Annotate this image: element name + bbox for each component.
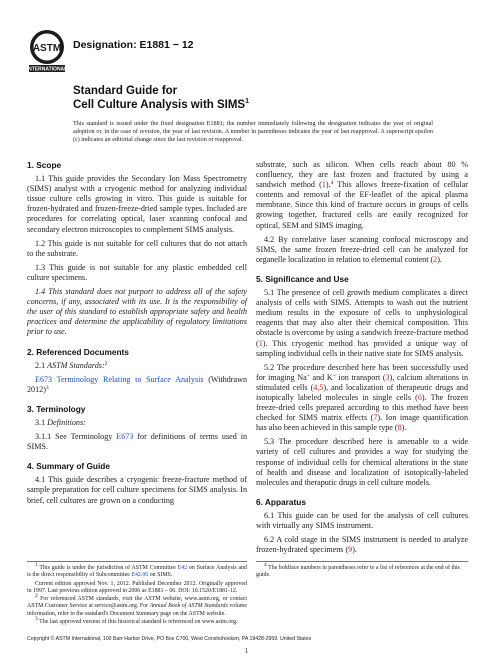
para-text: ). [352, 545, 357, 555]
para-text: ). The frozen freeze-dried cells prepared according to this method have been checked for SIMS matrix effects ( [256, 392, 469, 423]
title-text: Cell Culture Analysis with SIMS [73, 99, 246, 111]
ref-2[interactable]: 2 [433, 254, 438, 264]
footnote-text: The boldface numbers in parentheses refer to a list of references at the end of this guide. [256, 565, 460, 579]
copyright-notice: Copyright © ASTM International, 100 Barr Harbor Drive, PO Box C700, West Conshohocken, PA 19428-2959. United States [27, 636, 312, 642]
reference-e673 [27, 375, 247, 395]
footnote-text: For referenced ASTM standards, visit the ASTM website, www.astm.org, or contact ASTM Customer Service at service@astm.org. For [27, 596, 247, 610]
para-text: for definitions of terms used in SIMS. [27, 432, 247, 452]
para-5-1 [256, 288, 468, 359]
ref-3[interactable]: 3 [385, 372, 390, 382]
para-1-3: 1.3 This guide is not suitable for any plastic embedded cell culture specimens. [27, 262, 247, 282]
para-text: ). [437, 254, 442, 264]
definitions-label: Definitions: [47, 417, 86, 427]
footnote-ref-3: 3 [45, 384, 49, 391]
section-heading-summary: 4. Summary of Guide [27, 461, 110, 472]
ref-8[interactable]: 8 [397, 423, 402, 433]
withdrawn-note: (Withdrawn 2012) [27, 374, 247, 394]
link-e673-inline[interactable]: E673 [116, 432, 134, 442]
para-text: 5.1 The presence of cell growth medium complicates a direct analysis of cells with SIMS. Attempts to wash out the nutrient medium results in the exposure of cells to unphysiological reagents that may also alter their chemical composition. This obstacle is overcome by using a sandwich freeze-fracture method ( [256, 288, 468, 348]
ref-7[interactable]: 7 [373, 413, 378, 423]
footnote-text: volume information, refer to the standard's Document Summary page on the ASTM website. [27, 603, 247, 617]
title-block [73, 84, 433, 112]
para-1-2: 1.2 This guide is not suitable for cell cultures that do not attach to the substrate. [27, 238, 247, 258]
para-text: ), calcium alterations in stimulated cells ( [256, 372, 468, 392]
para-text: ). [325, 180, 331, 190]
para-text: and K [309, 372, 333, 382]
para-number: 3.1 [35, 417, 46, 427]
footnote-text: The last approved version of this historical standard is referenced on www.astm.org. [37, 619, 238, 626]
para-5-2 [256, 363, 468, 434]
ref-4-5[interactable]: 4,5 [313, 382, 324, 392]
para-3-1-1 [27, 432, 247, 452]
para-4-2 [256, 235, 468, 265]
title-footnote-mark: 1 [245, 98, 250, 105]
ref-1[interactable]: 1 [258, 338, 263, 348]
para-text: ), and localization of therapeutic drugs and isotopically labeled molecules in single cells ( [256, 382, 469, 402]
section-heading-referenced-documents: 2. Referenced Documents [27, 346, 129, 357]
para-4-1: 4.1 This guide describes a cryogenic freeze-fracture method of sample preparation for cell culture specimens for SIMS analysis. In brief, cell cultures are grown on a conducting [27, 475, 247, 505]
para-2-1 [27, 361, 247, 371]
footnote-mark: 4 [264, 562, 267, 568]
charge-sup: + [332, 372, 336, 379]
svg-text:ASTM: ASTM [32, 43, 62, 54]
footnote-ref-4: 4 [330, 180, 334, 187]
footnote-1-edition: Current edition approved Nov. 1, 2012. Published December 2012. Originally approved in 1997. Last previous edition approved in 2006 as E1881 – 06. DOI: 10.1520/E1881-12. [27, 580, 247, 594]
footnote-mark: 2 [35, 593, 38, 600]
link-e42[interactable]: E42 [177, 565, 188, 571]
footnote-text: on Surface Analysis and is the direct responsibility of Subcommittee [27, 565, 247, 579]
para-text: ion transport ( [335, 372, 386, 382]
para-text: ). [401, 423, 407, 433]
para-text: 3.1.1 See Terminology [35, 432, 117, 442]
para-4-1-continued [256, 160, 468, 231]
para-text: 6.2 A cold stage in the SIMS instrument is needed to analyze frozen-hydrated specimens ( [256, 535, 468, 555]
para-text: substrate, such as silicon. When cells reach about 80 % confluency, they are fast frozen and fractured by using a sandwich method ( [256, 160, 468, 190]
para-3-1 [27, 418, 247, 428]
section-heading-terminology: 3. Terminology [27, 403, 86, 414]
link-e673[interactable]: E673 [35, 374, 53, 384]
para-number: 2.1 [35, 360, 46, 370]
para-1-4: 1.4 This standard does not purport to address all of the safety concerns, if any, associated with its use. It is the responsibility of the user of this standard to establish appropriate safety and health practices and determine the applicability of regulatory limitations prior to use. [27, 287, 247, 337]
footnote-mark: 3 [35, 616, 38, 623]
title-line-2 [73, 98, 433, 112]
footnote-mark: 1 [35, 562, 38, 568]
footnote-ref-2: 2 [104, 360, 108, 367]
link-e42-06[interactable]: E42.06 [131, 572, 149, 579]
footnote-2 [27, 593, 247, 618]
page-number: 1 [244, 647, 249, 655]
para-6-2 [256, 535, 468, 555]
para-1-1: 1.1 This guide provides the Secondary Ion Mass Spectrometry (SIMS) analyst with a cryogenic method for analyzing individual tissue culture cells growing in vitro. This guide is suitable for frozen-hydrated and frozen-freeze-dried sample types. Included are procedures for correlating optical, laser scanning confocal and secondary electron microscopies to complement SIMS analysis. [27, 174, 247, 234]
footnotes-left [27, 561, 247, 627]
issued-note: This standard is issued under the fixed designation E1881; the number immediately following the designation indicates the year of original adoption or, in the case of revision, the year of last revision. A number in parentheses indicates the year of last reapproval. A superscript epsilon (ε) indicates an editorial change since the last revision or reapproval. [73, 120, 433, 143]
para-5-3: 5.3 The procedure described here is amenable to a wide variety of cell cultures and provides a way for studying the response of individual cells for chemical alterations in the state of health and disease and localization of isotopically-labeled molecules and theraputic drugs in cell culture models. [256, 437, 468, 487]
para-text: 4.2 By correlative laser scanning confocal microscopy and SIMS, the same frozen freeze-dried cell can be analyzed for organelle localization in relation to elemental content ( [256, 234, 468, 264]
para-text: ). This cryogenic method has provided a unique way of sampling individual cells in their native state for SIMS analysis. [256, 338, 468, 358]
footnote-text: This guide is under the jurisdiction of ASTM Committee [37, 565, 178, 571]
logo-text: INTERNATIONAL [27, 66, 67, 73]
ref-1[interactable]: 1 [321, 180, 326, 190]
footnote-3 [27, 616, 247, 626]
para-6-1: 6.1 This guide can be used for the analysis of cell cultures with virtually any SIMS instrument. [256, 510, 468, 530]
footnote-4 [256, 561, 468, 580]
designation: Designation: E1881 − 12 [73, 39, 194, 51]
para-text: 5.2 The procedure described here has been successfully used for imaging Na [256, 362, 468, 382]
ref-6[interactable]: 6 [417, 392, 422, 402]
ref-9[interactable]: 9 [348, 545, 353, 555]
footnote-1 [27, 562, 247, 580]
para-text: ). Ion image quantification has also been achieved in this sample type ( [256, 413, 468, 433]
title-line-1: Standard Guide for [73, 85, 178, 97]
left-column [27, 160, 247, 510]
astm-logo [27, 28, 67, 74]
para-text: This allows freeze-fixation of cellular contents and removal of the EF-leaflet of the apical plasma membrane. Since this kind of fracture occurs in groups of cells growing together, fractured cells are easily recognized for optical, SEM and SIMS imaging. [256, 180, 468, 230]
astm-standards-label: ASTM Standards: [47, 360, 105, 370]
link-terminology-surface-analysis[interactable]: Terminology Relating to Surface Analysis [56, 374, 204, 384]
annual-book-title: Annual Book of ASTM Standards [149, 603, 228, 610]
footnote-text: on SIMS. [148, 572, 173, 579]
right-column [256, 160, 468, 559]
section-heading-scope: 1. Scope [27, 160, 62, 170]
charge-sup: + [306, 372, 310, 379]
section-heading-apparatus: 6. Apparatus [256, 496, 306, 507]
section-heading-significance: 5. Significance and Use [256, 273, 349, 284]
